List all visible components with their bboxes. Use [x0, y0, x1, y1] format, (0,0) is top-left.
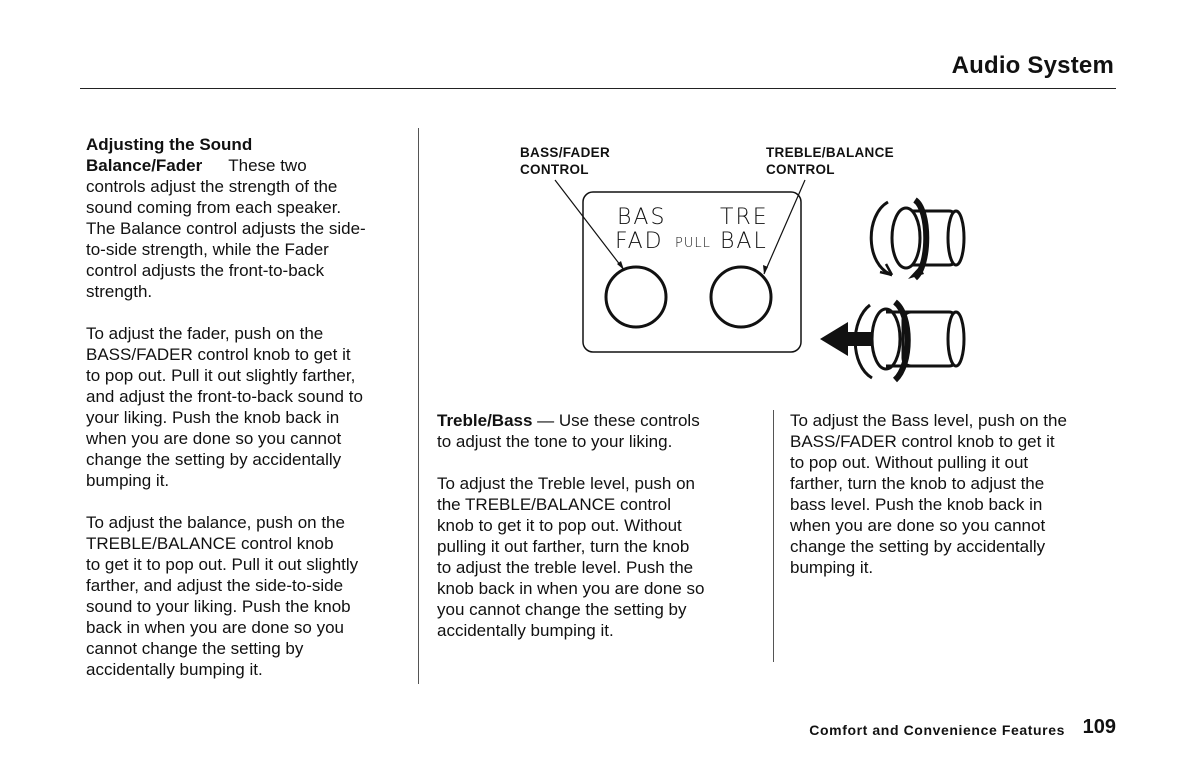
text-line: when you are done so you cannot — [790, 516, 1046, 535]
text-fragment: — Use these controls — [532, 411, 700, 430]
text-line — [437, 410, 767, 431]
knob-diagram — [520, 140, 990, 390]
column-bass — [790, 410, 1120, 578]
text-line: To adjust the fader, push on the — [86, 324, 324, 343]
page-title: Audio System — [951, 52, 1114, 79]
text-line: change the setting by accidentally — [790, 537, 1046, 556]
panel-label-pull: PULL — [675, 236, 711, 251]
text-line: change the setting by accidentally — [86, 450, 342, 469]
panel-label-bal: BAL — [720, 229, 768, 254]
footer-section-title: Comfort and Convenience Features — [809, 722, 1065, 738]
rotation-arrow-icon — [871, 202, 892, 275]
knob-shaft-end — [948, 312, 964, 366]
column-divider — [773, 410, 774, 662]
knob-face — [892, 208, 920, 268]
treble-bass-heading: Treble/Bass — [437, 411, 533, 430]
callout-line: CONTROL — [520, 162, 589, 177]
column-divider — [418, 128, 419, 684]
text-line: back in when you are done so you — [86, 618, 345, 637]
text-line: To adjust the Treble level, push on — [437, 474, 695, 493]
text-line: bass level. Push the knob back in — [790, 495, 1043, 514]
callout-line: BASS/FADER — [520, 145, 611, 160]
text-line: the TREBLE/BALANCE control — [437, 495, 672, 514]
column-treble — [437, 410, 767, 641]
text-line: you cannot change the setting by — [437, 600, 687, 619]
treble-balance-knob — [711, 267, 771, 327]
text-line: to adjust the treble level. Push the — [437, 558, 694, 577]
text-line: The Balance control adjusts the side- — [86, 219, 366, 238]
text-line: sound to your liking. Push the knob — [86, 597, 351, 616]
text-line: your liking. Push the knob back in — [86, 408, 340, 427]
text-line: control adjusts the front-to-back — [86, 261, 325, 280]
knob-face — [872, 309, 900, 369]
text-line: knob to get it to pop out. Without — [437, 516, 682, 535]
text-line: BASS/FADER control knob to get it — [790, 432, 1055, 451]
text-line: pulling it out farther, turn the knob — [437, 537, 690, 556]
page-number: 109 — [1082, 716, 1116, 738]
text-line: to-side strength, while the Fader — [86, 240, 329, 259]
column-balance-fader — [86, 134, 411, 680]
text-line: BASS/FADER control knob to get it — [86, 345, 351, 364]
text-line: farther, turn the knob to adjust the — [790, 474, 1045, 493]
leader-line-bass — [555, 180, 624, 270]
text-fragment: These two — [228, 156, 307, 175]
text-line: controls adjust the strength of the — [86, 177, 338, 196]
text-line: accidentally bumping it. — [86, 660, 263, 679]
knob-shaft-end — [948, 211, 964, 265]
text-line: to pop out. Pull it out slightly farther, — [86, 366, 356, 385]
text-line: bumping it. — [86, 471, 170, 490]
leader-line-treble — [764, 180, 805, 274]
text-line: strength. — [86, 282, 153, 301]
text-line: To adjust the Bass level, push on the — [790, 411, 1067, 430]
text-line: farther, and adjust the side-to-side — [86, 576, 344, 595]
text-line: knob back in when you are done so — [437, 579, 705, 598]
text-line: and adjust the front-to-back sound to — [86, 387, 363, 406]
text-line: bumping it. — [790, 558, 874, 577]
heading-continued: Balance/Fader — [86, 156, 203, 175]
text-line: to pop out. Without pulling it out — [790, 453, 1029, 472]
rotate-knob-illustration — [871, 200, 964, 279]
text-line: accidentally bumping it. — [437, 621, 614, 640]
text-line: To adjust the balance, push on the — [86, 513, 345, 532]
pull-arrow-icon — [820, 322, 872, 356]
panel-label-tre: TRE — [720, 205, 769, 230]
text-line: TREBLE/BALANCE control knob — [86, 534, 334, 553]
callout-line: TREBLE/BALANCE — [766, 145, 894, 160]
text-line: to adjust the tone to your liking. — [437, 432, 673, 451]
callout-line: CONTROL — [766, 162, 835, 177]
panel-label-fad: FAD — [615, 229, 664, 254]
header-rule — [80, 88, 1116, 89]
text-line: to get it to pop out. Pull it out slightly — [86, 555, 359, 574]
text-line — [86, 155, 411, 176]
text-line: sound coming from each speaker. — [86, 198, 342, 217]
section-heading: Adjusting the Sound — [86, 135, 253, 154]
panel-label-bas: BAS — [617, 205, 667, 230]
text-line: when you are done so you cannot — [86, 429, 342, 448]
pull-knob-illustration — [820, 302, 964, 380]
bass-fader-knob — [606, 267, 666, 327]
text-line: cannot change the setting by — [86, 639, 304, 658]
